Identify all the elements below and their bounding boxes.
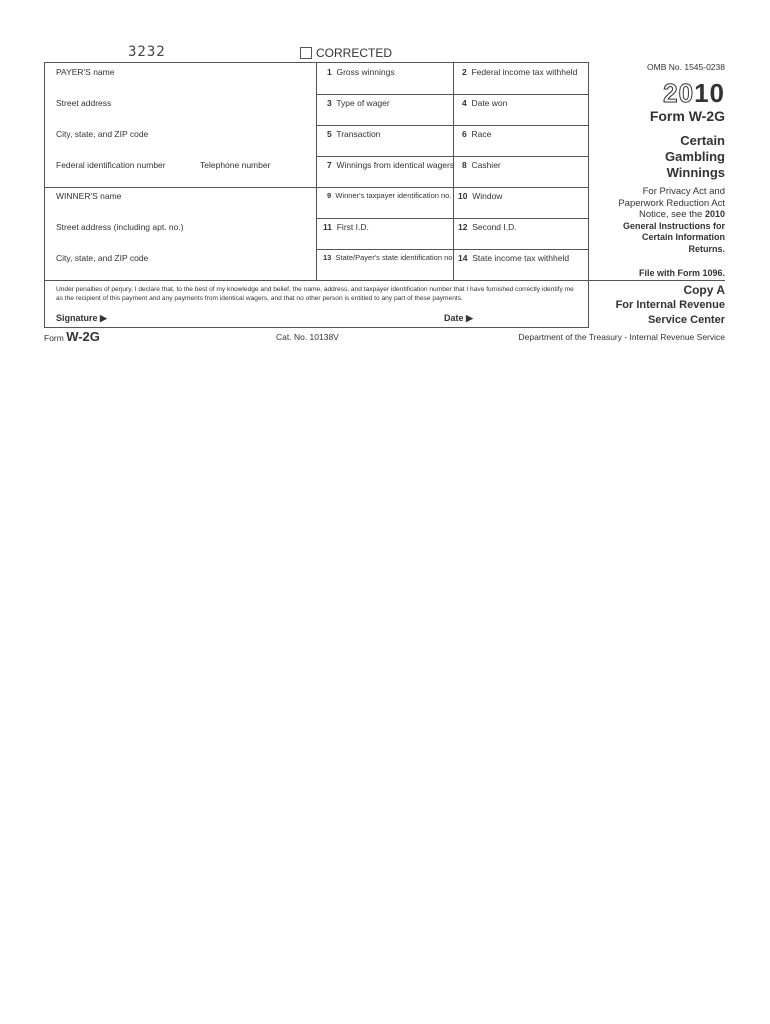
payer-fed-id-label: Federal identification number (56, 160, 166, 170)
form-title (665, 133, 725, 181)
footer-form-prefix: Form (44, 333, 64, 343)
divider-vertical-left (316, 63, 317, 280)
date-label[interactable]: Date ▶ (444, 313, 473, 323)
title-line-2: Gambling (665, 149, 725, 164)
box-12: 12 Second I.D. (458, 222, 517, 232)
divider-row-3 (316, 156, 589, 157)
title-line-3: Winnings (666, 165, 725, 180)
form-grid (44, 62, 589, 328)
box-11: 11 First I.D. (323, 222, 369, 232)
divider-payer-winner (44, 187, 589, 188)
divider-row-6 (316, 249, 589, 250)
winner-name-label: WINNER'S name (56, 191, 122, 201)
privacy-line-1: For Privacy Act and (642, 186, 725, 197)
irs-line-1: For Internal Revenue (615, 299, 725, 311)
year-outline: 20 (663, 78, 695, 108)
divider-vertical-right (588, 63, 589, 327)
box-5: 5 Transaction (327, 129, 381, 139)
signature-label[interactable]: Signature ▶ (56, 313, 107, 323)
footer-department: Department of the Treasury - Internal Revenue Service (518, 332, 725, 342)
privacy-line-5: Certain Information (641, 232, 725, 242)
divider-vertical-middle (453, 63, 454, 280)
privacy-line-2: Paperwork Reduction Act (618, 197, 725, 209)
divider-row-2 (316, 125, 589, 126)
payer-street-label: Street address (56, 98, 112, 108)
box-8: 8 Cashier (462, 160, 501, 170)
privacy-line-6: Returns. (688, 243, 725, 254)
box-3: 3 Type of wager (327, 98, 390, 108)
irs-label (616, 298, 725, 328)
box-14: 14 State income tax withheld (458, 253, 570, 263)
box-6: 6 Race (462, 129, 492, 139)
privacy-line-4: General Instructions for (622, 220, 725, 231)
title-line-1: Certain (680, 133, 725, 148)
form-name: Form W-2G (649, 108, 725, 124)
box-4: 4 Date won (462, 98, 508, 108)
footer-cat-no: Cat. No. 10138V (276, 332, 339, 342)
box-2: 2 Federal income tax withheld (462, 67, 578, 77)
corrected-checkbox[interactable] (300, 47, 312, 59)
perjury-statement: Under penalties of perjury, I declare that, to the best of my knowledge and belief, the name, address, and taxpayer identification number that I have furnished correctly identify me as the recipient of this payment and any payments from identical wagers, and that no other person is entitled to any part of these payments. (56, 286, 574, 302)
divider-vertical-outer (44, 63, 45, 327)
payer-city-label: City, state, and ZIP code (56, 129, 149, 139)
copy-label: Copy A (683, 283, 725, 297)
divider-row-1 (316, 94, 589, 95)
corrected-label: CORRECTED (316, 46, 393, 60)
payer-phone-label: Telephone number (200, 160, 271, 170)
winner-city-label: City, state, and ZIP code (56, 253, 149, 263)
year-bold: 10 (694, 78, 725, 108)
box-7: 7 Winnings from identical wagers (327, 160, 455, 170)
irs-line-2: Service Center (647, 314, 725, 326)
footer-form-name: W-2G (66, 329, 100, 344)
winner-street-label: Street address (including apt. no.) (56, 222, 184, 232)
box-13: 13 State/Payer's state identification no. (323, 253, 455, 262)
privacy-line-3: Notice, see the 2010 (638, 209, 725, 220)
corrected-field[interactable] (300, 46, 392, 60)
form-code: 3232 (128, 44, 166, 60)
privacy-notice (618, 186, 725, 255)
side-divider (589, 280, 725, 281)
box-10: 10 Window (458, 191, 503, 201)
omb-number: OMB No. 1545-0238 (647, 62, 725, 72)
payer-name-label: PAYER'S name (56, 67, 115, 77)
box-1: 1 Gross winnings (327, 67, 395, 77)
form-year (663, 78, 725, 109)
box-9: 9 Winner's taxpayer identification no. (327, 191, 452, 200)
footer-form (44, 329, 100, 344)
divider-row-5 (316, 218, 589, 219)
divider-perjury (44, 280, 589, 281)
file-with: File with Form 1096. (638, 268, 725, 278)
